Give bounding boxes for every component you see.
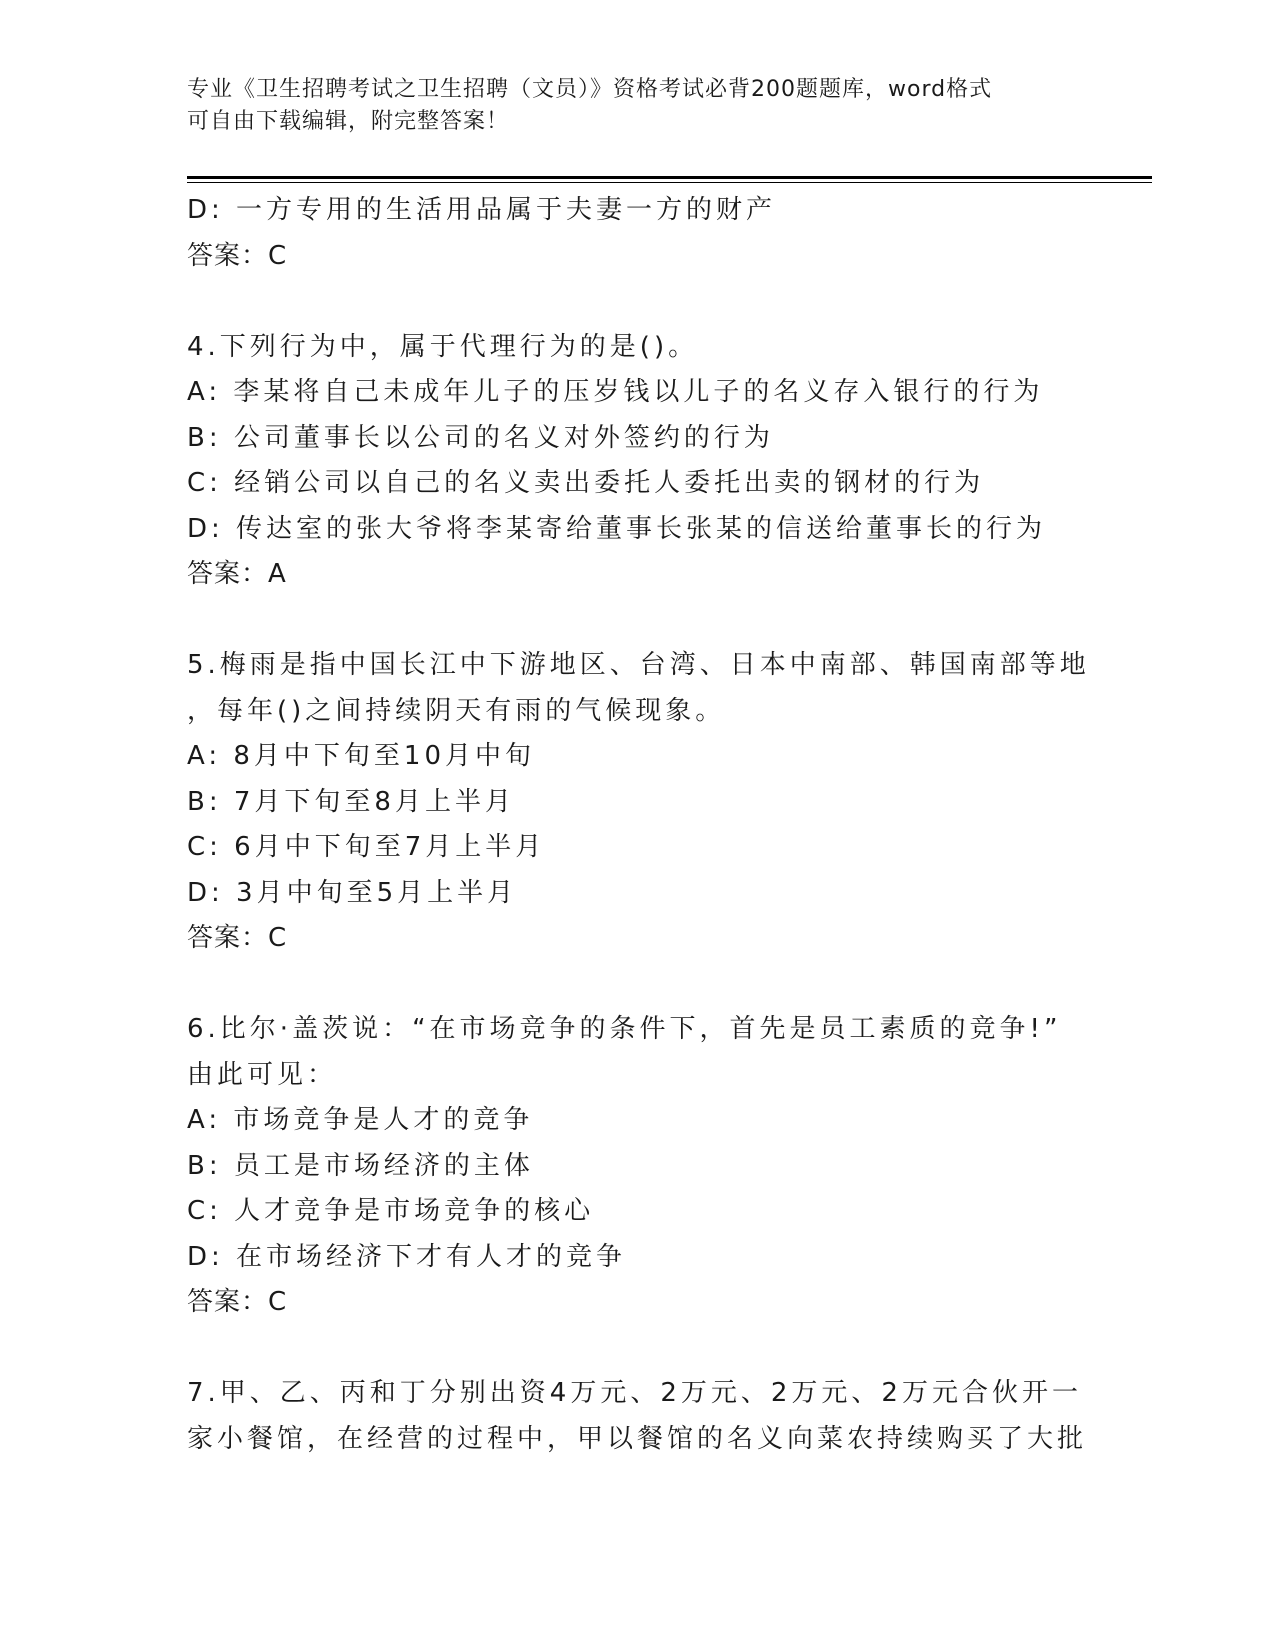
question-6-stem-line-2: 由此可见： [187,1059,338,1090]
question-5-option-b: B: 7月下旬至8月上半月 [187,786,515,817]
question-6 [187,1007,1087,1326]
spacer [187,279,1087,325]
question-4-option-b: B: 公司董事长以公司的名义对外签约的行为 [187,422,774,453]
header-divider-thick [187,176,1152,179]
spacer [187,962,1087,1008]
spacer [187,598,1087,644]
spacer [187,1326,1087,1372]
question-3-option-d: D: 一方专用的生活用品属于夫妻一方的财产 [187,195,777,225]
question-5-stem-line-1: 5.梅雨是指中国长江中下游地区、台湾、日本中南部、韩国南部等地 [187,650,1090,680]
question-3 [187,188,1087,279]
question-5-option-a: A: 8月中下旬至10月中旬 [187,741,535,771]
question-list [187,188,1090,1462]
question-3-answer: 答案：C [187,240,288,271]
question-5-answer: 答案：C [187,923,288,953]
question-5-stem-line-2: ，每年()之间持续阴天有雨的气候现象。 [187,695,726,726]
question-6-option-d: D: 在市场经济下才有人才的竞争 [187,1241,627,1272]
question-6-option-b: B: 员工是市场经济的主体 [187,1150,534,1181]
question-7 [187,1371,1087,1462]
header-divider-thin [187,182,1152,183]
question-6-option-c: C: 人才竞争是市场竞争的核心 [187,1196,595,1226]
question-4-option-c: C: 经销公司以自己的名义卖出委托人委托出卖的钢材的行为 [187,468,985,498]
question-4-option-a: A: 李某将自己未成年儿子的压岁钱以儿子的名义存入银行的行为 [187,377,1044,407]
question-7-stem-line-1: 7.甲、乙、丙和丁分别出资4万元、2万元、2万元、2万元合伙开一 [187,1378,1082,1408]
question-5-option-c: C: 6月中下旬至7月上半月 [187,832,546,862]
question-6-answer: 答案：C [187,1287,288,1317]
question-4-answer: 答案：A [187,559,287,589]
question-6-stem-line-1: 6.比尔·盖茨说：“在市场竞争的条件下，首先是员工素质的竞争!” [187,1014,1062,1044]
question-7-stem-line-2: 家小餐馆，在经营的过程中，甲以餐馆的名义向菜农持续购买了大批 [187,1423,1088,1454]
question-4-option-d: D: 传达室的张大爷将李某寄给董事长张某的信送给董事长的行为 [187,513,1047,544]
document-header [187,74,1077,138]
question-4 [187,325,1087,598]
question-4-stem: 4.下列行为中，属于代理行为的是()。 [187,331,699,362]
header-title-line-2: 可自由下载编辑，附完整答案！ [187,109,510,134]
question-5 [187,643,1090,962]
question-6-option-a: A: 市场竞争是人才的竞争 [187,1105,534,1135]
header-title-line-1: 专业《卫生招聘考试之卫生招聘（文员）》资格考试必背200题题库，word格式 [187,77,993,102]
question-5-option-d: D: 3月中旬至5月上半月 [187,877,518,908]
